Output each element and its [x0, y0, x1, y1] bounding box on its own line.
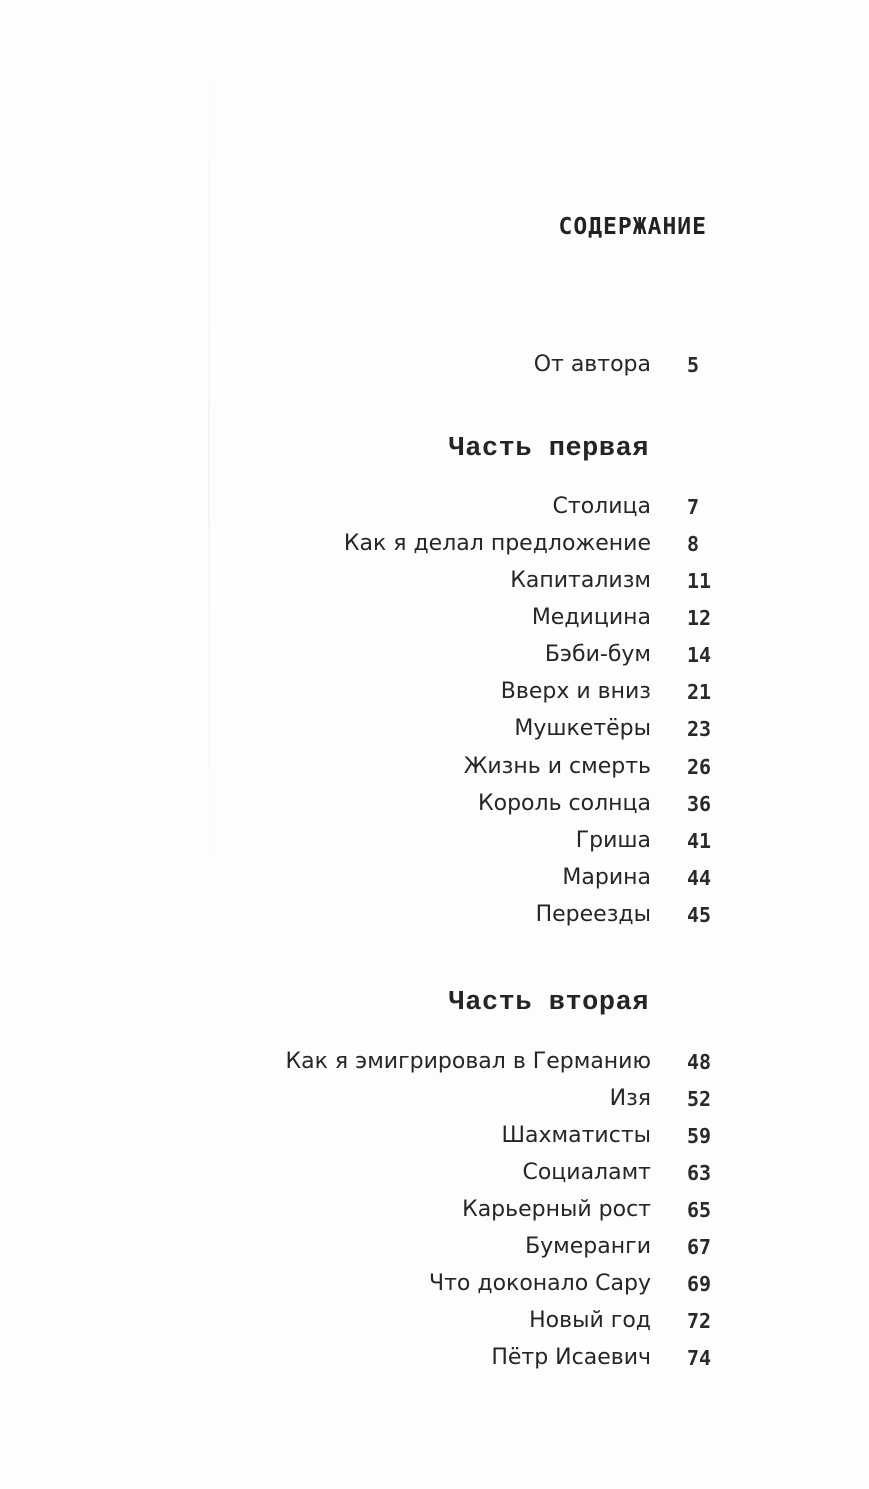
toc-entry-page: 45 — [687, 903, 712, 927]
toc-entry[interactable] — [0, 1232, 869, 1262]
toc-entry-page: 23 — [687, 717, 712, 741]
toc-entry-page: 8 — [687, 532, 700, 556]
toc-entry-title: Медицина — [531, 605, 651, 630]
toc-entry-page: 69 — [687, 1272, 712, 1296]
toc-entry-page: 52 — [687, 1087, 712, 1111]
toc-entry-page: 67 — [687, 1235, 712, 1259]
toc-entry[interactable] — [0, 1121, 869, 1151]
toc-entry-title: Бумеранги — [525, 1234, 651, 1259]
toc-entry-title: Новый год — [529, 1308, 651, 1333]
part-heading-2: Часть вторая — [448, 988, 649, 1018]
page-fold-shadow — [208, 60, 210, 870]
toc-entry[interactable] — [0, 566, 869, 596]
toc-entry-page: 41 — [687, 829, 712, 853]
toc-entry-page: 11 — [687, 569, 712, 593]
toc-entry-page: 7 — [687, 495, 700, 519]
toc-entry-title: Карьерный рост — [462, 1197, 651, 1222]
toc-entry[interactable] — [0, 863, 869, 893]
toc-entry[interactable] — [0, 529, 869, 559]
toc-entry[interactable] — [0, 640, 869, 670]
toc-entry-title: Пётр Исаевич — [491, 1345, 651, 1370]
toc-entry[interactable] — [0, 789, 869, 819]
toc-entry-title: Столица — [552, 494, 651, 519]
toc-entry-title: Мушкетёры — [514, 716, 651, 741]
toc-entry-page: 26 — [687, 755, 712, 779]
toc-entry-title: Вверх и вниз — [500, 679, 651, 704]
toc-entry-title: Переезды — [535, 902, 651, 927]
toc-entry[interactable] — [0, 603, 869, 633]
toc-entry[interactable] — [0, 1195, 869, 1225]
toc-entry[interactable] — [0, 1158, 869, 1188]
toc-entry-title: Гриша — [575, 828, 651, 853]
toc-entry[interactable] — [0, 492, 869, 522]
toc-entry-title: Жизнь и смерть — [463, 754, 651, 779]
toc-entry-title: Бэби-бум — [544, 642, 651, 667]
toc-entry[interactable] — [0, 1269, 869, 1299]
toc-entry-page: 63 — [687, 1161, 712, 1185]
toc-entry-title: Изя — [609, 1086, 651, 1111]
toc-entry-page: 36 — [687, 792, 712, 816]
toc-entry-title: Что доконало Сару — [429, 1271, 651, 1296]
toc-entry-title: Как я делал предложение — [343, 531, 651, 556]
part-heading-1: Часть первая — [448, 434, 649, 464]
toc-entry-title: Король солнца — [478, 791, 651, 816]
toc-entry-page: 5 — [687, 353, 700, 377]
toc-title: СОДЕРЖАНИЕ — [558, 214, 707, 240]
toc-entry[interactable] — [0, 900, 869, 930]
toc-entry-page: 72 — [687, 1309, 712, 1333]
toc-entry[interactable] — [0, 1084, 869, 1114]
toc-entry-page: 74 — [687, 1346, 712, 1370]
toc-entry[interactable] — [0, 826, 869, 856]
toc-entry-title: Социаламт — [522, 1160, 651, 1185]
toc-entry[interactable] — [0, 1343, 869, 1373]
toc-entry[interactable] — [0, 677, 869, 707]
toc-entry-title: Марина — [562, 865, 651, 890]
toc-entry-page: 14 — [687, 643, 712, 667]
toc-entry-page: 12 — [687, 606, 712, 630]
toc-entry[interactable] — [0, 1306, 869, 1336]
toc-entry-preface[interactable] — [0, 350, 869, 380]
toc-entry-title: Шахматисты — [501, 1123, 651, 1148]
toc-entry[interactable] — [0, 1047, 869, 1077]
toc-entry-page: 44 — [687, 866, 712, 890]
toc-entry-page: 48 — [687, 1050, 712, 1074]
toc-entry-title: Как я эмигрировал в Германию — [285, 1049, 651, 1074]
toc-entry-page: 21 — [687, 680, 712, 704]
toc-entry-title: Капитализм — [510, 568, 651, 593]
toc-entry-title: От автора — [533, 352, 651, 377]
toc-entry[interactable] — [0, 714, 869, 744]
toc-entry-page: 65 — [687, 1198, 712, 1222]
toc-entry[interactable] — [0, 752, 869, 782]
toc-entry-page: 59 — [687, 1124, 712, 1148]
